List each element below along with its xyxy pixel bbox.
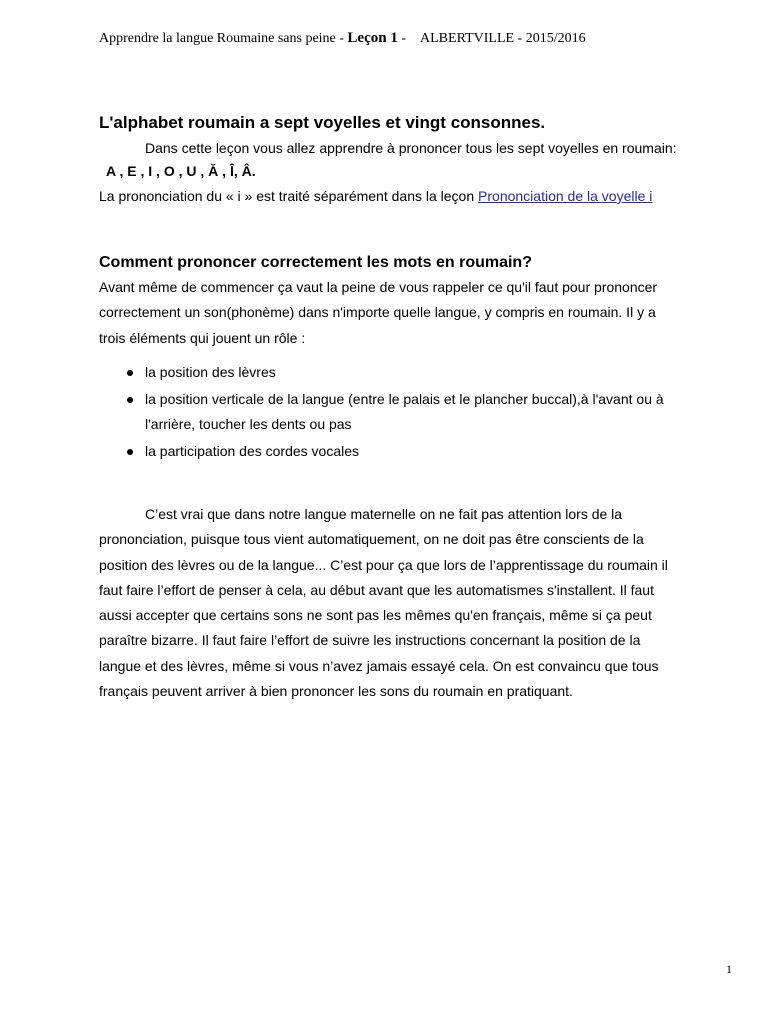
elements-list bbox=[99, 360, 739, 465]
section-heading-pronunciation: Comment prononcer correctement les mots en roumain? bbox=[99, 254, 532, 271]
paragraph-line: correctement un son(phonème) dans n'importe quelle langue, y compris en roumain. Il y a bbox=[99, 304, 656, 321]
list-item-text-continued: l'arrière, toucher les dents ou pas bbox=[145, 416, 352, 432]
paragraph-line: prononciation, puisque tous vient automatiquement, on ne doit pas être conscients de la bbox=[99, 531, 644, 548]
page-header bbox=[99, 30, 586, 47]
list-item-text: la participation des cordes vocales bbox=[145, 442, 360, 459]
lesson-link-voyelle-i[interactable]: Prononciation de la voyelle i bbox=[478, 188, 653, 204]
list-item bbox=[99, 439, 739, 465]
pronunciation-note bbox=[99, 188, 652, 204]
bullet-icon bbox=[127, 449, 133, 455]
list-item bbox=[99, 360, 739, 386]
section-heading-alphabet: L'alphabet roumain a sept voyelles et vingt consonnes. bbox=[99, 113, 546, 132]
paragraph-line: faut faire l’effort de penser à cela, au début avant que les automatismes s'installent. Il faut bbox=[99, 581, 654, 598]
paragraph-line: paraître bizarre. Il faut faire l’effort de suivre les instructions concernant la position de la bbox=[99, 632, 641, 649]
paragraph-line: aussi accepter que certains sons ne sont pas les mêmes qu'en français, même si ça peut bbox=[99, 607, 652, 624]
bullet-icon bbox=[127, 397, 133, 403]
paragraph-line bbox=[99, 502, 729, 527]
paragraph-line-text: C’est vrai que dans notre langue maternelle on ne fait pas attention lors de la bbox=[145, 506, 623, 522]
paragraph-line: langue et des lèvres, même si vous n’avez jamais essayé cela. On est convaincu que tous bbox=[99, 657, 659, 674]
intro-paragraph bbox=[99, 275, 729, 351]
closing-paragraph bbox=[99, 502, 729, 704]
paragraph-line: trois éléments qui jouent un rôle : bbox=[99, 329, 306, 346]
paragraph-line: Avant même de commencer ça vaut la peine de vous rappeler ce qu'il faut pour prononcer bbox=[99, 279, 658, 295]
page-number: 1 bbox=[726, 962, 732, 976]
intro-text: Dans cette leçon vous allez apprendre à prononcer tous les sept voyelles en roumain: bbox=[145, 140, 677, 156]
list-item-text: la position des lèvres bbox=[145, 364, 276, 380]
header-lesson: Leçon 1 bbox=[347, 30, 398, 46]
paragraph-line: position des lèvres ou de la langue... C’est pour ça que lors de l’apprentissage du roumain il bbox=[99, 556, 668, 573]
header-dash: - bbox=[397, 31, 407, 46]
header-place-year: ALBERTVILLE - 2015/2016 bbox=[420, 31, 586, 46]
list-item bbox=[99, 387, 739, 438]
vowels-list: A , E , I , O , U , Ă , Î, Â. bbox=[106, 163, 256, 179]
pronunciation-note-text: La prononciation du « i » est traité séparément dans la leçon bbox=[99, 188, 479, 204]
bullet-icon bbox=[127, 370, 133, 376]
list-item-text: la position verticale de la langue (entre le palais et le plancher buccal),à l'avant ou à bbox=[145, 390, 664, 407]
header-course-title: Apprendre la langue Roumaine sans peine - bbox=[99, 31, 348, 46]
paragraph-line: français peuvent arriver à bien prononcer les sons du roumain en pratiquant. bbox=[99, 683, 573, 700]
